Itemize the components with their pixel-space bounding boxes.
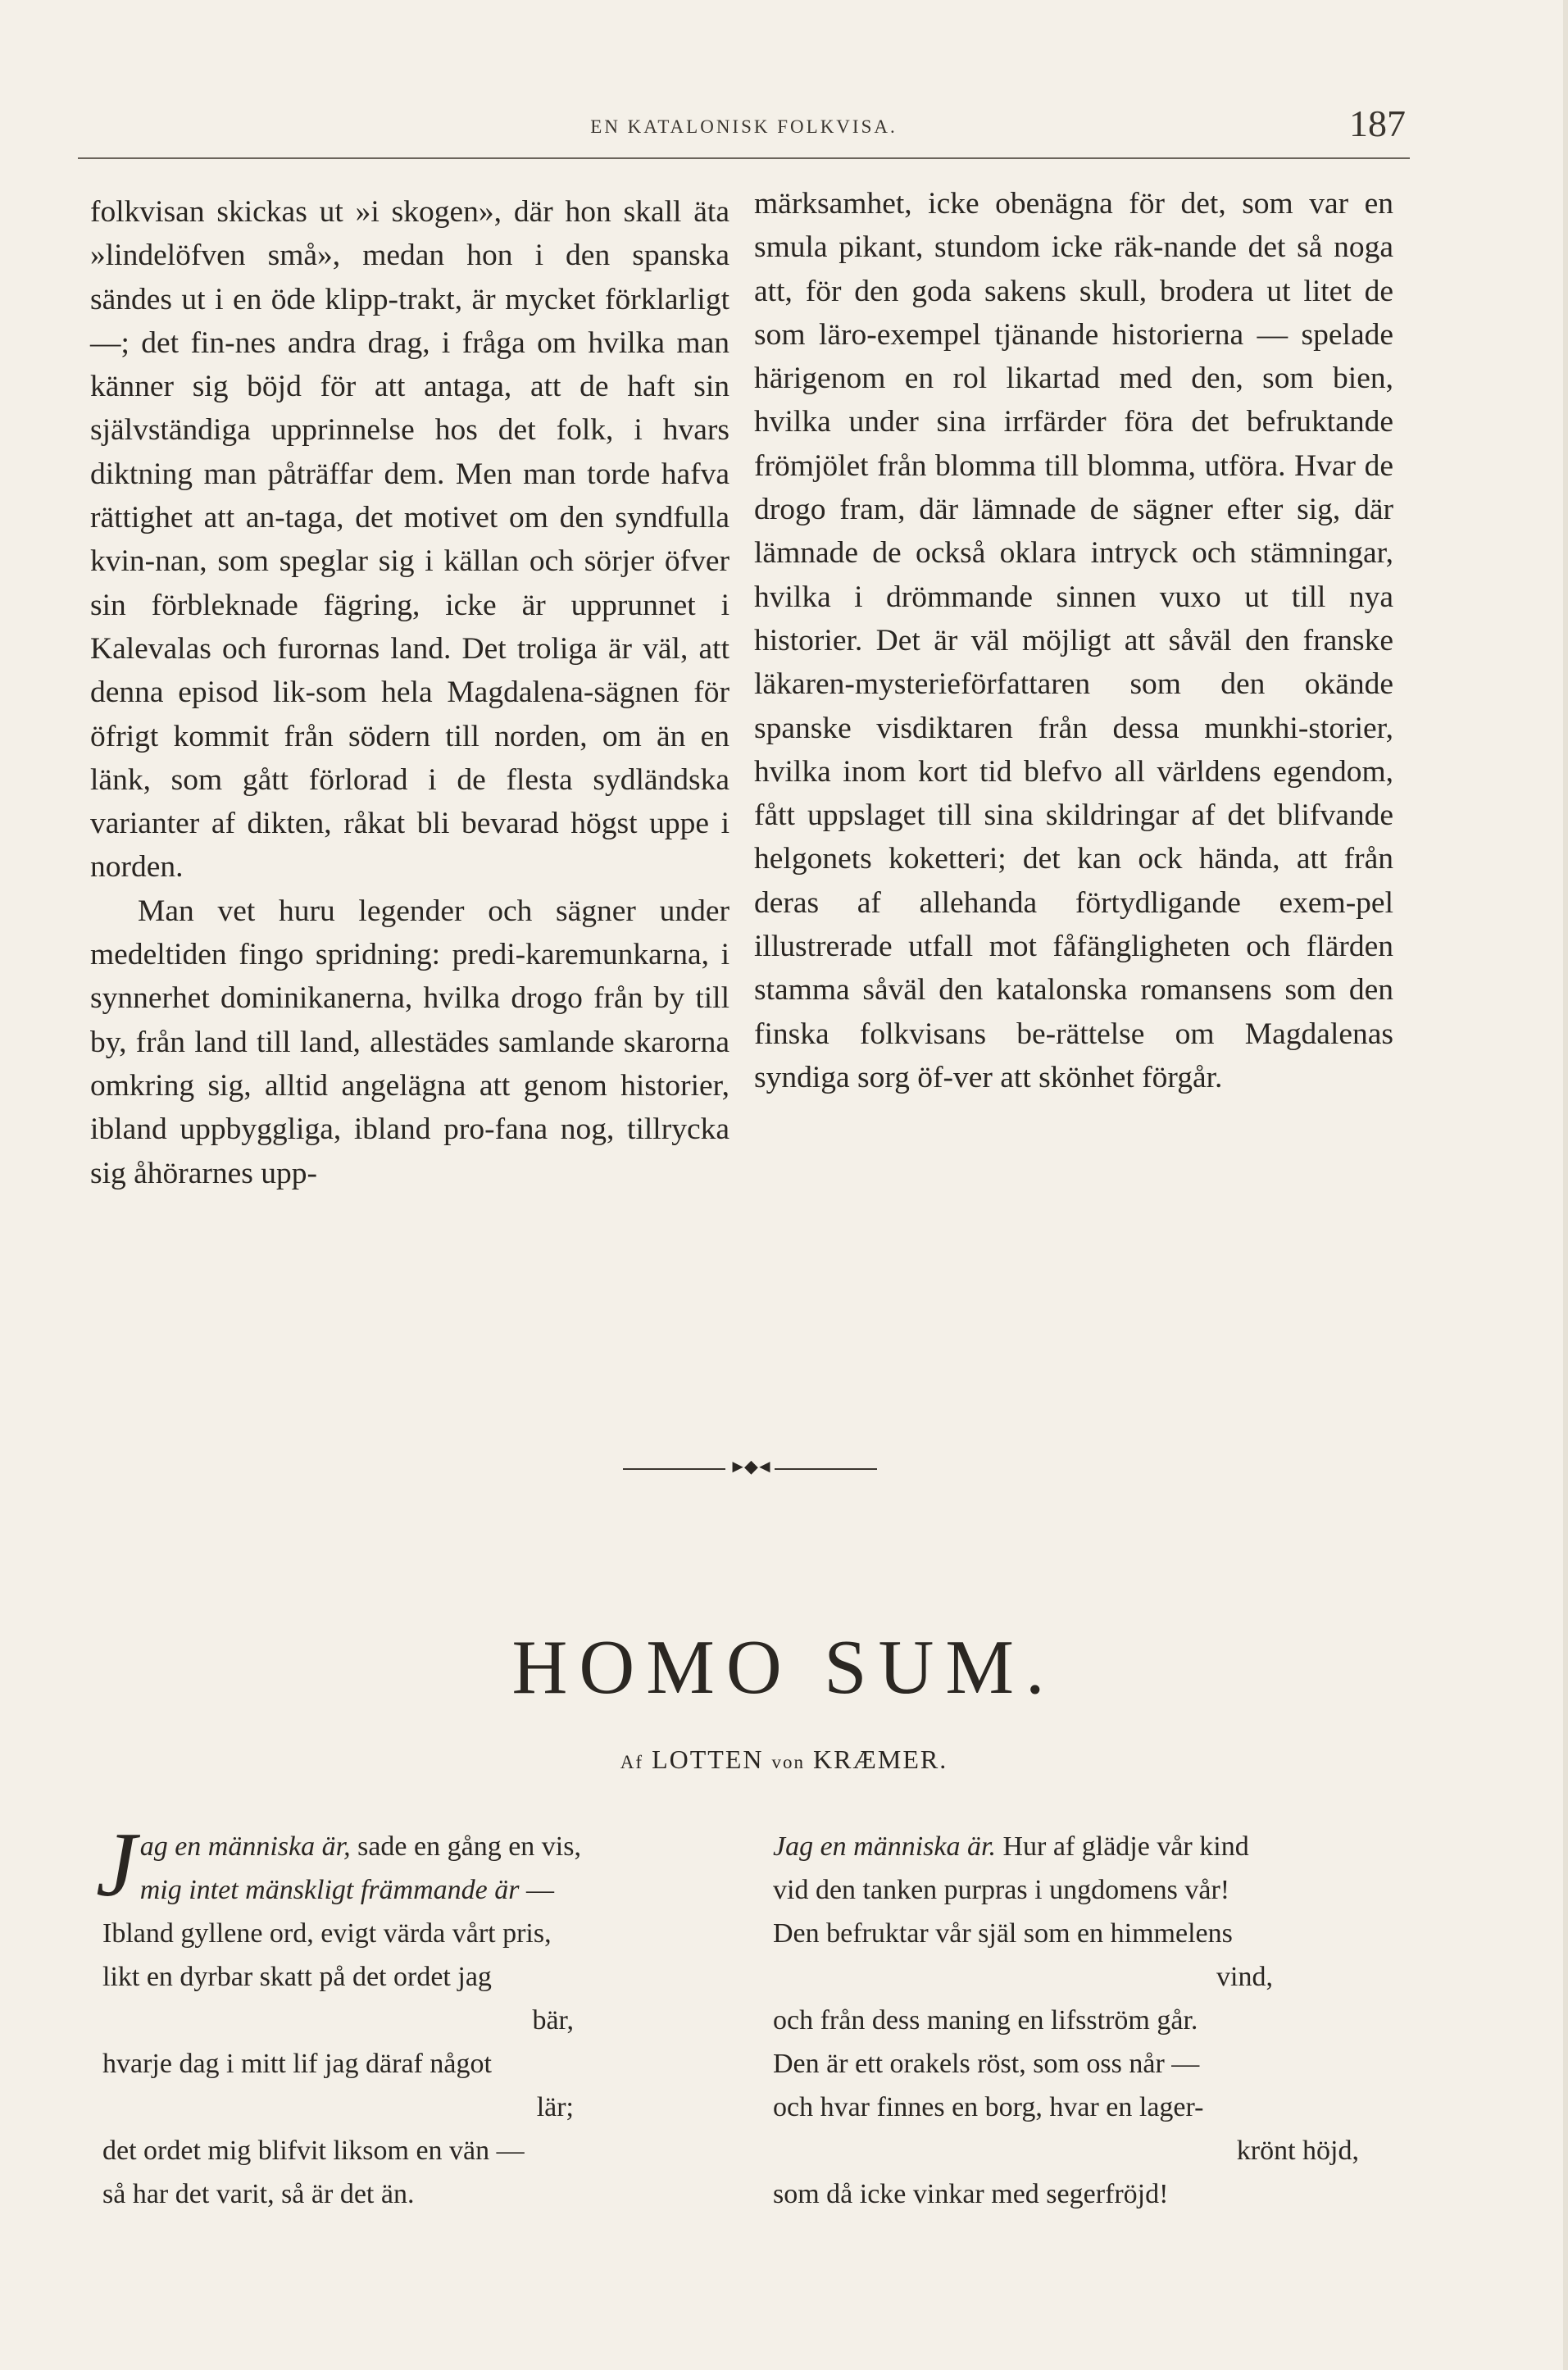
poem-line: likt en dyrbar skatt på det ordet jag	[102, 1962, 492, 1992]
page-edge	[1563, 0, 1568, 2370]
poem-line: vid den tanken purpras i ungdomens vår!	[773, 1875, 1230, 1905]
poem-line: Jag en människa är. Hur af glädje vår kind	[773, 1831, 1249, 1862]
poem-line: hvarje dag i mitt lif jag däraf något	[102, 2049, 492, 2079]
poem-line: mig intet mänskligt främmande är —	[139, 1875, 554, 1905]
poem-line-continuation: vind,	[1216, 1962, 1273, 1992]
section-divider-ornament: ►◆◄	[623, 1461, 877, 1477]
article-right-column	[754, 182, 1393, 1099]
poem-line: och från dess maning en lifsström går.	[773, 2005, 1198, 2036]
poem-line: det ordet mig blifvit liksom en vän —	[102, 2136, 525, 2166]
poem-line: och hvar finnes en borg, hvar en lager-	[773, 2092, 1204, 2122]
poem-line: så har det varit, så är det än.	[102, 2179, 415, 2209]
article-paragraph: folkvisan skickas ut »i skogen», där hon skall äta »lindelöfven små», medan hon i den spanska sändes ut i en öde klipp-trakt, är mycket förklarligt —; det fin-nes andra drag, i fråga om hvilka man känner sig böjd för att antaga, att de haft sin självständiga upprinnelse hos det folk, i hvars diktning man påträffar dem. Men man torde hafva rättighet att an-taga, det motivet om den syndfulla kvin-nan, som speglar sig i källan och sörjer öfver sin förbleknade fägring, icke är upprunnet i Kalevalas och furornas land. Det troliga är väl, att denna episod lik-som hela Magdalena-sägnen för öfrigt kommit från södern till norden, om än en länk, som gått förlorad i de flesta sydländska varianter af dikten, råkat bli bevarad högst uppe i norden.	[90, 195, 729, 885]
page-number: 187	[1349, 102, 1406, 144]
poem-title: HOMO SUM.	[511, 1625, 1057, 1710]
poem-byline	[0, 1745, 1568, 1775]
article-paragraph: märksamhet, icke obenägna för det, som var en smula pikant, stundom icke räk-nande det så noga att, för den goda sakens skull, brodera ut litet de som läro-exempel tjänande historierna — spelade härigenom en rol likartad med den, som bien, hvilka under sina irrfärder föra det befruktande frömjölet från blomma till blomma, utföra. Hvar de drogo fram, där lämnade de sägner efter sig, där lämnade de också oklara intryck och stämningar, hvilka i drömmande sinnen vuxo ut till nya historier. Det är väl möjligt att såväl den franske läkaren-mysterieförfattaren som den okände spanske visdiktaren från dessa munkhi-storier, hvilka inom kort tid blefvo all världens egendom, fått uppslaget till sina skildringar af det blifvande helgonets koketteri; det kan ock hända, att från deras af allehanda förtydligande exem-pel illustrerade utfall mot fåfängligheten och flärden stamma såväl den katalonska romansens som den finska folkvisans be-rättelse om Magdalenas syndiga sorg öf-ver att skönhet förgår.	[754, 187, 1393, 1094]
poem-stanza-left	[96, 1814, 734, 2216]
running-head: EN KATALONISK FOLKVISA.	[590, 116, 898, 137]
poem-stanza-right	[773, 1825, 1404, 2216]
poem-line-continuation: lär;	[536, 2092, 574, 2122]
poem-line: som då icke vinkar med segerfröjd!	[773, 2179, 1169, 2209]
drop-cap: J	[96, 1814, 137, 1916]
poem-line: Ibland gyllene ord, evigt värda vårt pris,	[102, 1918, 552, 1949]
poem-line-continuation: krönt höjd,	[1236, 2136, 1359, 2166]
article-left-column	[90, 190, 729, 1195]
byline-author: LOTTEN	[652, 1745, 764, 1774]
byline-von: von	[771, 1752, 805, 1772]
poem-line-continuation: bär,	[532, 2005, 574, 2036]
byline-af: Af	[620, 1752, 644, 1772]
page-header	[78, 102, 1410, 159]
byline-surname: KRÆMER.	[812, 1745, 948, 1774]
article-paragraph: Man vet huru legender och sägner under medeltiden fingo spridning: predi-karemunkarna, i synnerhet dominikanerna, hvilka drogo från by till by, från land till land, allestädes samlande skarorna omkring sig, alltid angelägna att genom historier, ibland uppbyggliga, ibland pro-fana nog, tillrycka sig åhörarnes upp-	[90, 894, 729, 1190]
poem-line: Den är ett orakels röst, som oss når —	[773, 2049, 1200, 2079]
poem-line: Den befruktar vår själ som en himmelens	[773, 1918, 1233, 1949]
poem-line: ag en människa är, sade en gång en vis,	[139, 1831, 581, 1862]
